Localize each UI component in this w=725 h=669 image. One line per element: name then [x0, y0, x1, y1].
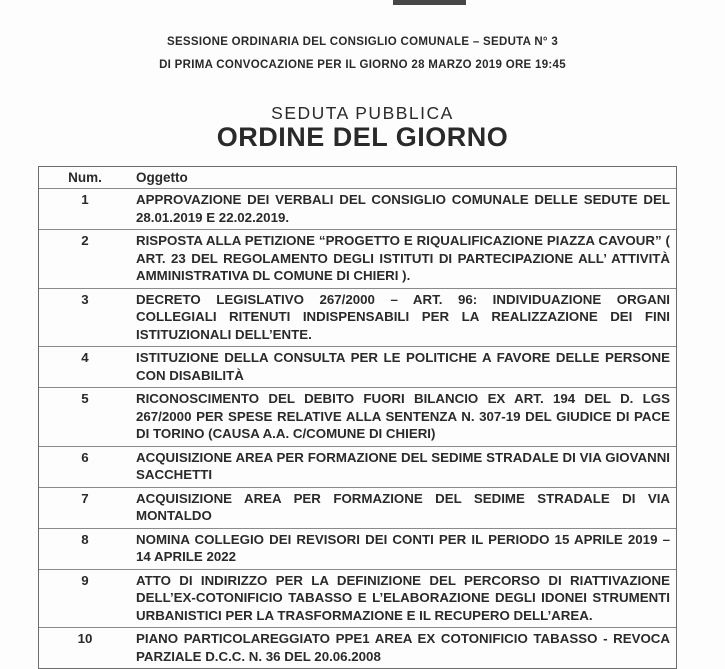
table-row [39, 487, 676, 528]
row-number: 7 [81, 490, 89, 506]
table-row [39, 346, 676, 387]
agenda-table [38, 166, 677, 669]
row-number: 5 [81, 391, 89, 406]
table-row [39, 387, 676, 446]
column-header-num: Num. [68, 170, 102, 185]
session-line1: SESSIONE ORDINARIA DEL CONSIGLIO COMUNALE – SEDUTA N° 3 [166, 36, 559, 48]
row-subject: ATTO DI INDIRIZZO PER LA DEFINIZIONE DEL PERCORSO DI RIATTIVAZIONE DELL’EX-COTONIFICIO TABASSO E L’ELABORAZIONE DEGLI IDONEI STRUMENTI URBANISTICI PER LA TRASFORMAZIONE E IL RECUPERO DELL’AREA. [136, 572, 670, 623]
cropped-header-mark [393, 0, 466, 5]
table-row [39, 288, 676, 347]
row-number: 8 [81, 531, 89, 547]
row-subject: PIANO PARTICOLAREGGIATO PPE1 AREA EX COTONIFICIO TABASSO - REVOCA PARZIALE D.C.C. N. 36 DEL 20.06.2008 [136, 631, 670, 664]
row-subject: APPROVAZIONE DEI VERBALI DEL CONSIGLIO COMUNALE DELLE SEDUTE DEL 28.01.2019 E 22.02.2019. [136, 192, 670, 225]
row-number: 3 [81, 291, 89, 307]
row-number: 10 [77, 631, 93, 646]
table-row [39, 446, 676, 487]
row-number: 4 [81, 350, 89, 365]
row-subject: RISPOSTA ALLA PETIZIONE “PROGETTO E RIQUALIFICAZIONE PIAZZA CAVOUR” ( ART. 23 DEL REGOLAMENTO DEGLI ISTITUTI DI PARTECIPAZIONE ALL’ ATTIVITÀ AMMINISTRATIVA DL COMUNE DI CHIERI ). [136, 233, 670, 283]
row-subject: ACQUISIZIONE AREA PER FORMAZIONE DEL SEDIME STRADALE DI VIA GIOVANNI SACCHETTI [136, 449, 670, 482]
row-subject: NOMINA COLLEGIO DEI REVISORI DEI CONTI PER IL PERIODO 15 APRILE 2019 – 14 APRILE 2022 [136, 531, 670, 564]
row-subject: ACQUISIZIONE AREA PER FORMAZIONE DEL SEDIME STRADALE DI VIA MONTALDO [136, 490, 670, 523]
row-subject: RICONOSCIMENTO DEL DEBITO FUORI BILANCIO EX ART. 194 DEL D. LGS 267/2000 PER SPESE RELATIVE ALLA SENTENZA N. 307-19 DEL GIUDICE DI PACE DI TORINO (CAUSA A.A. C/COMUNE DI CHIERI) [136, 391, 670, 441]
row-number: 2 [81, 233, 89, 248]
table-row [39, 569, 676, 628]
row-number: 1 [81, 192, 89, 207]
session-line2: DI PRIMA CONVOCAZIONE PER IL GIORNO 28 MARZO 2019 ORE 19:45 [159, 59, 566, 71]
table-row [39, 188, 676, 229]
meeting-type-label: SEDUTA PUBBLICA [271, 103, 454, 123]
column-header-oggetto: Oggetto [136, 170, 188, 185]
table-row [39, 229, 676, 288]
row-subject: DECRETO LEGISLATIVO 267/2000 – ART. 96: INDIVIDUAZIONE ORGANI COLLEGIALI RITENUTI INDISPENSABILI PER LA REALIZZAZIONE DEI FINI ISTITUZIONALI DELL’ENTE. [136, 291, 670, 342]
row-number: 9 [81, 572, 89, 588]
row-number: 6 [81, 449, 89, 465]
agenda-table-body [39, 188, 676, 668]
page-title: ORDINE DEL GIORNO [216, 122, 509, 152]
agenda-table-header [39, 167, 676, 188]
row-subject: ISTITUZIONE DELLA CONSULTA PER LE POLITICHE A FAVORE DELLE PERSONE CON DISABILITÀ [136, 350, 670, 383]
session-header [0, 36, 725, 72]
table-row [39, 528, 676, 569]
